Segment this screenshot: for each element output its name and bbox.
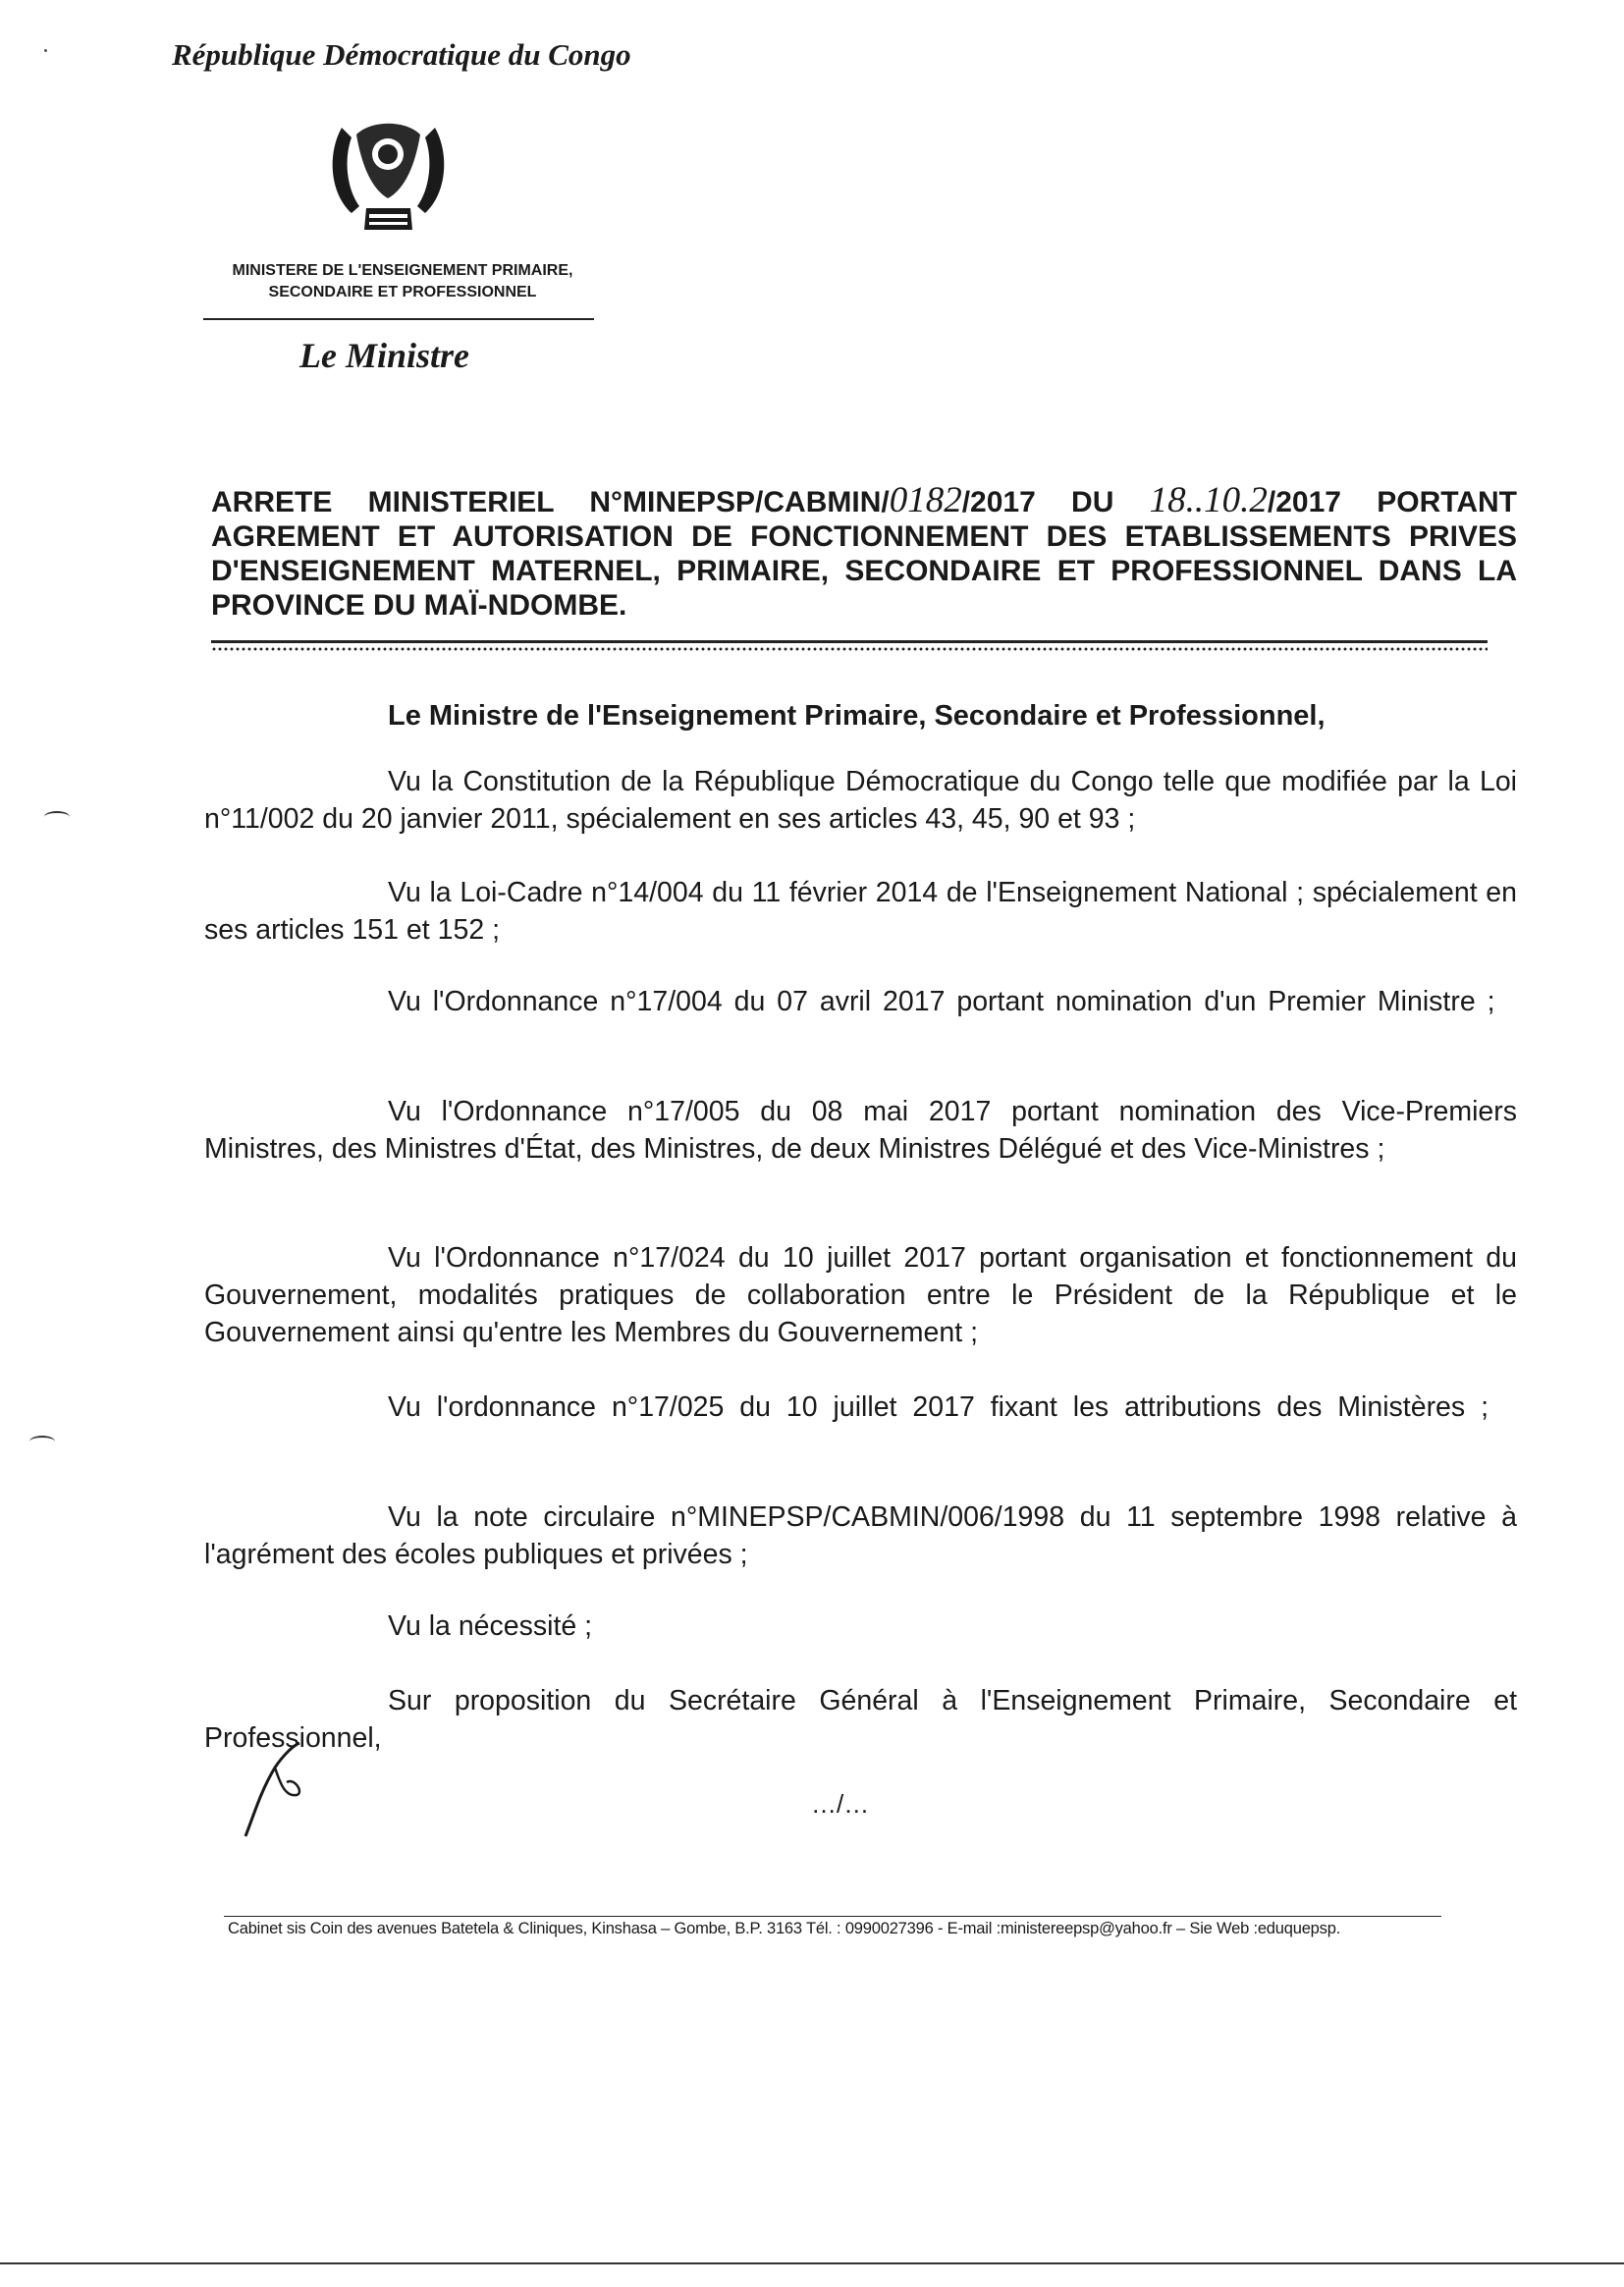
binder-hole-mark-1: [44, 811, 70, 823]
paragraph-2: Vu la Loi-Cadre n°14/004 du 11 février 2014 de l'Enseignement National ; spécialement en ses articles 151 et 152 ;: [204, 877, 1517, 946]
initials-signature: [236, 1738, 324, 1846]
ministry-line-1: MINISTERE DE L'ENSEIGNEMENT PRIMAIRE,: [232, 262, 573, 279]
title-part-3: /2017 PORTANT AGREMENT ET AUTORISATION DE FONCTIONNEMENT DES ETABLISSEMENTS PRIVES D'ENSEIGNEMENT MATERNEL, PRIMAIRE, SECONDAIRE ET PROFESSIONNEL DANS LA PROVINCE DU MAÏ-NDOMBE.: [211, 486, 1518, 622]
ministry-name: [196, 260, 609, 303]
paragraph-3: Vu l'Ordonnance n°17/004 du 07 avril 2017 portant nomination d'un Premier Ministre ;: [388, 986, 1495, 1017]
header-divider: [203, 318, 594, 320]
paragraph-5: Vu l'Ordonnance n°17/024 du 10 juillet 2017 portant organisation et fonctionnement du Gouvernement, modalités pratiques de collaboration entre le Président de la République et le Gouvernement ainsi qu'entre les Membres du Gouvernement ;: [204, 1242, 1517, 1348]
paragraph-8: Vu la nécessité ;: [388, 1610, 593, 1642]
paragraph-1: Vu la Constitution de la République Démocratique du Congo telle que modifiée par la Loi n°11/002 du 20 janvier 2011, spécialement en ses articles 43, 45, 90 et 93 ;: [204, 766, 1517, 835]
continuation-mark: …/…: [811, 1789, 870, 1819]
handwritten-decree-number: 0182: [889, 480, 962, 520]
title-part-1: ARRETE MINISTERIEL N°MINEPSP/CABMIN/: [211, 486, 890, 518]
coat-of-arms-emblem: [322, 110, 455, 243]
page-bottom-edge: [0, 2262, 1624, 2264]
paragraph-4: Vu l'Ordonnance n°17/005 du 08 mai 2017 portant nomination des Vice-Premiers Ministres, des Ministres d'État, des Ministres, de deux Ministres Délégué et des Vice-Ministres ;: [204, 1096, 1517, 1165]
title-underline: [211, 640, 1488, 653]
paragraph-6: Vu l'ordonnance n°17/025 du 10 juillet 2017 fixant les attributions des Ministères ;: [388, 1391, 1489, 1423]
title-part-2: /2017 DU: [961, 486, 1150, 518]
footer-address: Cabinet sis Coin des avenues Batetela & Cliniques, Kinshasa – Gombe, B.P. 3163 Tél. : 0990027396 - E-mail :ministereepsp@yahoo.fr – Sie Web :eduquepsp.: [228, 1920, 1341, 1937]
ministry-line-2: SECONDAIRE ET PROFESSIONNEL: [268, 284, 537, 300]
paragraph-7: Vu la note circulaire n°MINEPSP/CABMIN/006/1998 du 11 septembre 1998 relative à l'agrément des écoles publiques et privées ;: [204, 1501, 1517, 1570]
scan-speck: [44, 49, 47, 52]
decree-title: [211, 480, 1518, 623]
subject-line: Le Ministre de l'Enseignement Primaire, Secondaire et Professionnel,: [388, 700, 1326, 732]
binder-hole-mark-2: [29, 1436, 55, 1447]
footer-divider: [224, 1916, 1441, 1917]
handwritten-decree-date: 18..10.2: [1149, 480, 1268, 520]
minister-title: Le Ministre: [299, 336, 470, 375]
paragraph-9: Sur proposition du Secrétaire Général à l'Enseignement Primaire, Secondaire et Professionnel,: [204, 1685, 1517, 1754]
country-name: République Démocratique du Congo: [172, 37, 631, 72]
